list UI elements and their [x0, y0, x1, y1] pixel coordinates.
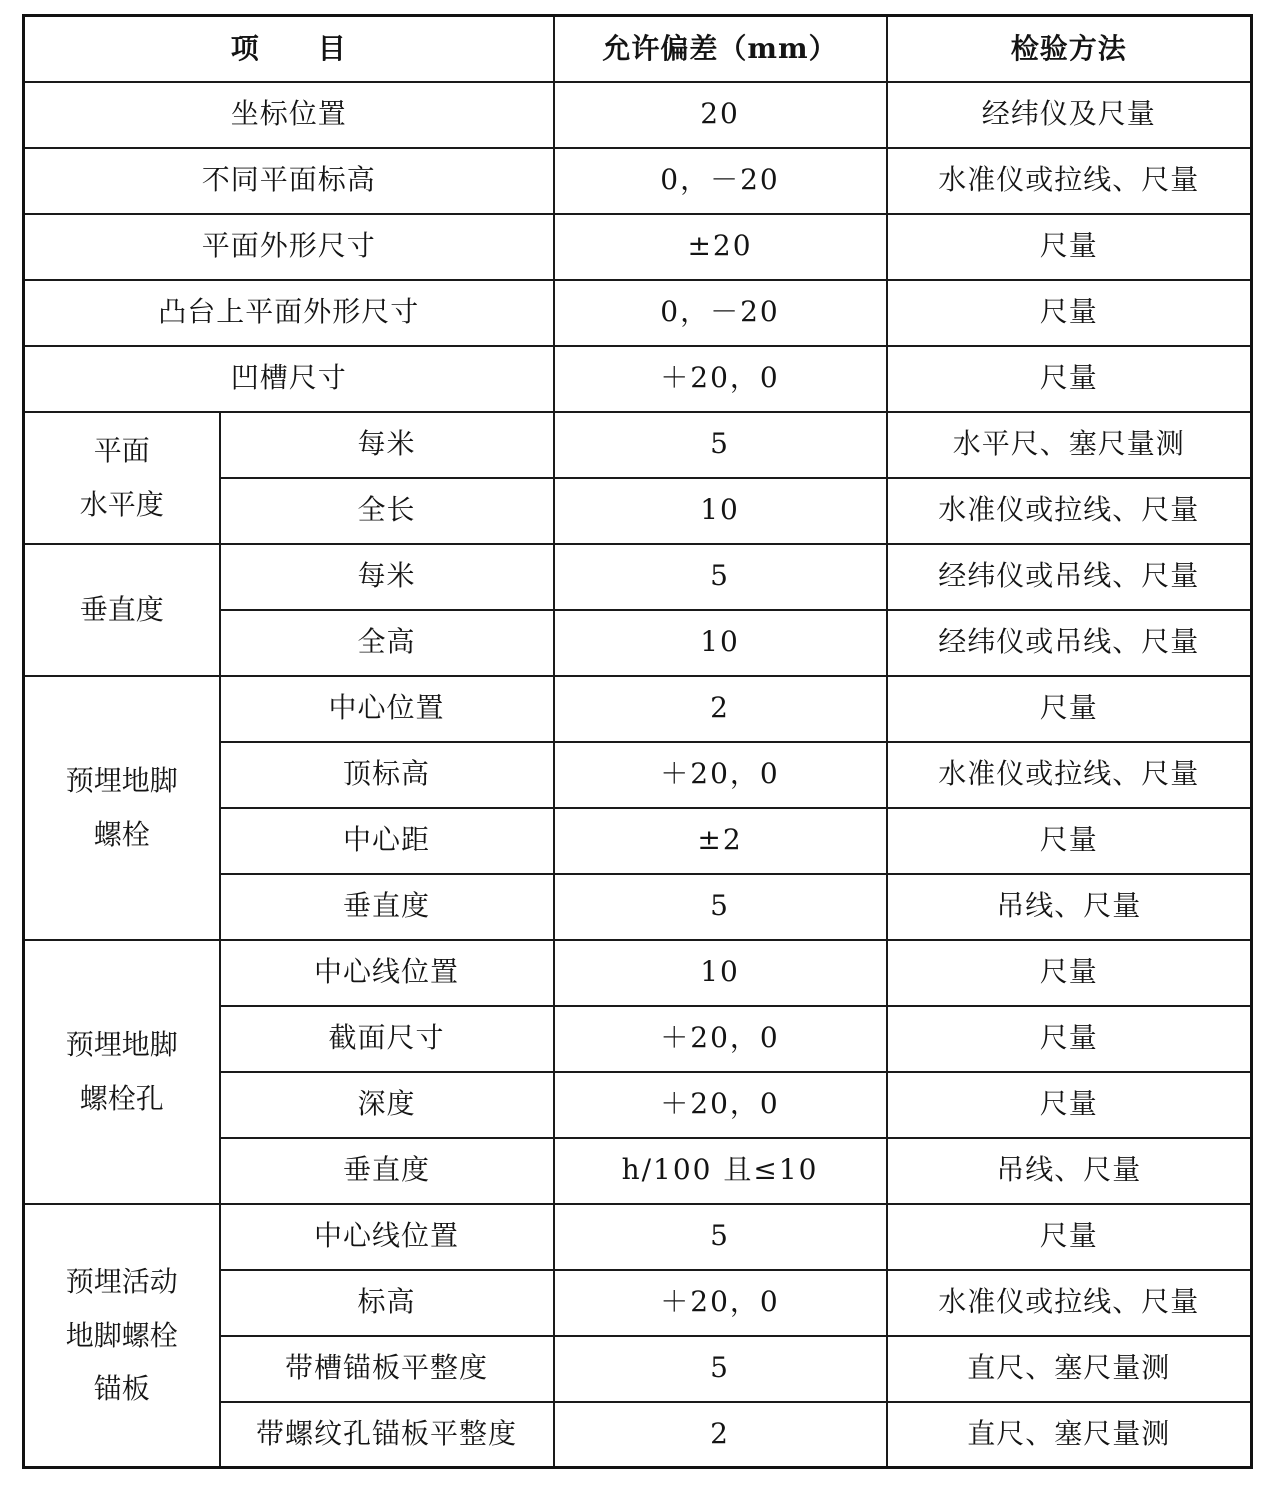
sub-item-cell: 标高	[220, 1270, 554, 1336]
method-cell: 尺量	[887, 1072, 1252, 1138]
header-item: 项 目	[24, 16, 554, 82]
tolerance-cell: ±2	[554, 808, 887, 874]
method-cell: 经纬仪或吊线、尺量	[887, 610, 1252, 676]
tolerance-cell: 2	[554, 1402, 887, 1468]
table-row	[24, 214, 1252, 280]
method-cell: 尺量	[887, 214, 1252, 280]
group-label-cell: 预埋活动 地脚螺栓 锚板	[24, 1204, 220, 1468]
table-row	[24, 280, 1252, 346]
item-cell: 凸台上平面外形尺寸	[24, 280, 554, 346]
tolerance-cell: 2	[554, 676, 887, 742]
method-cell: 经纬仪及尺量	[887, 82, 1252, 148]
tolerance-cell: 10	[554, 478, 887, 544]
table-row	[24, 676, 1252, 742]
tolerance-cell: 5	[554, 544, 887, 610]
table-row	[24, 412, 1252, 478]
sub-item-cell: 带槽锚板平整度	[220, 1336, 554, 1402]
table-body	[24, 82, 1252, 1468]
method-cell: 尺量	[887, 1204, 1252, 1270]
table-row	[24, 544, 1252, 610]
table-row	[24, 148, 1252, 214]
header-method: 检验方法	[887, 16, 1252, 82]
header-row	[24, 16, 1252, 82]
item-cell: 平面外形尺寸	[24, 214, 554, 280]
tolerance-cell: ＋20，0	[554, 1072, 887, 1138]
item-cell: 坐标位置	[24, 82, 554, 148]
group-label-cell: 预埋地脚 螺栓	[24, 676, 220, 940]
group-label-cell: 垂直度	[24, 544, 220, 676]
tolerance-cell: ±20	[554, 214, 887, 280]
tolerance-cell: h/100 且≤10	[554, 1138, 887, 1204]
sub-item-cell: 全长	[220, 478, 554, 544]
method-cell: 吊线、尺量	[887, 874, 1252, 940]
method-cell: 经纬仪或吊线、尺量	[887, 544, 1252, 610]
method-cell: 尺量	[887, 676, 1252, 742]
method-cell: 尺量	[887, 280, 1252, 346]
method-cell: 水准仪或拉线、尺量	[887, 1270, 1252, 1336]
sub-item-cell: 中心线位置	[220, 1204, 554, 1270]
tolerance-cell: 0，－20	[554, 280, 887, 346]
sub-item-cell: 中心位置	[220, 676, 554, 742]
method-cell: 水准仪或拉线、尺量	[887, 148, 1252, 214]
sub-item-cell: 每米	[220, 544, 554, 610]
sub-item-cell: 全高	[220, 610, 554, 676]
tolerance-cell: 20	[554, 82, 887, 148]
method-cell: 吊线、尺量	[887, 1138, 1252, 1204]
tolerance-cell: 5	[554, 874, 887, 940]
method-cell: 尺量	[887, 940, 1252, 1006]
group-label-cell: 平面 水平度	[24, 412, 220, 544]
sub-item-cell: 中心距	[220, 808, 554, 874]
method-cell: 直尺、塞尺量测	[887, 1402, 1252, 1468]
sub-item-cell: 截面尺寸	[220, 1006, 554, 1072]
method-cell: 水准仪或拉线、尺量	[887, 478, 1252, 544]
tolerance-cell: ＋20，0	[554, 346, 887, 412]
tolerance-cell: 5	[554, 1336, 887, 1402]
method-cell: 尺量	[887, 808, 1252, 874]
method-cell: 水准仪或拉线、尺量	[887, 742, 1252, 808]
item-cell: 凹槽尺寸	[24, 346, 554, 412]
method-cell: 尺量	[887, 1006, 1252, 1072]
tolerance-cell: ＋20，0	[554, 1006, 887, 1072]
sub-item-cell: 每米	[220, 412, 554, 478]
sub-item-cell: 垂直度	[220, 1138, 554, 1204]
table-row	[24, 82, 1252, 148]
tolerance-table	[22, 14, 1253, 1469]
table-row	[24, 346, 1252, 412]
method-cell: 直尺、塞尺量测	[887, 1336, 1252, 1402]
method-cell: 尺量	[887, 346, 1252, 412]
table-row	[24, 940, 1252, 1006]
sub-item-cell: 深度	[220, 1072, 554, 1138]
group-label-cell: 预埋地脚 螺栓孔	[24, 940, 220, 1204]
sub-item-cell: 带螺纹孔锚板平整度	[220, 1402, 554, 1468]
item-cell: 不同平面标高	[24, 148, 554, 214]
tolerance-cell: 0，－20	[554, 148, 887, 214]
tolerance-cell: 10	[554, 610, 887, 676]
tolerance-cell: 10	[554, 940, 887, 1006]
tolerance-cell: ＋20，0	[554, 742, 887, 808]
sub-item-cell: 顶标高	[220, 742, 554, 808]
sub-item-cell: 中心线位置	[220, 940, 554, 1006]
tolerance-cell: 5	[554, 1204, 887, 1270]
tolerance-cell: 5	[554, 412, 887, 478]
tolerance-cell: ＋20，0	[554, 1270, 887, 1336]
sub-item-cell: 垂直度	[220, 874, 554, 940]
header-tolerance: 允许偏差（mm）	[554, 16, 887, 82]
method-cell: 水平尺、塞尺量测	[887, 412, 1252, 478]
table-row	[24, 1204, 1252, 1270]
